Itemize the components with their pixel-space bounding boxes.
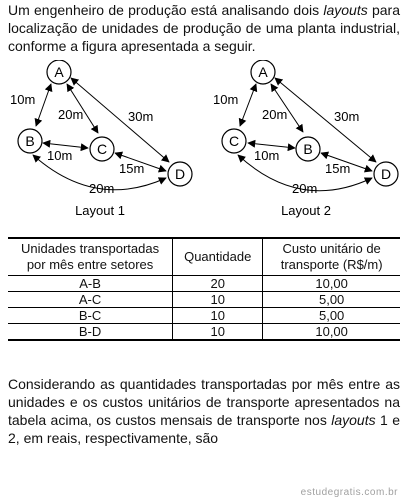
question-text-2: 1 e 2, em reais, respectivamente, são (8, 412, 400, 446)
cell-setor: B-D (8, 324, 173, 341)
l1-node-b-label: B (25, 133, 35, 149)
cell-custo: 5,00 (263, 308, 400, 324)
l1-node-a-label: A (54, 64, 64, 80)
l2-node-c-label: C (228, 133, 240, 149)
l2-edge-ad (275, 78, 376, 162)
l2-label-ad: 30m (334, 109, 360, 124)
cell-quantidade: 10 (173, 292, 263, 308)
l1-caption: Layout 1 (75, 203, 125, 218)
header-custo: Custo unitário de transporte (R$/m) (263, 238, 400, 276)
l1-label-ac: 20m (58, 107, 84, 122)
l2-caption: Layout 2 (281, 203, 331, 218)
transport-table (8, 237, 400, 341)
l1-label-ab: 10m (10, 92, 36, 107)
l2-label-cd: 20m (292, 181, 318, 196)
question-italic: layouts (331, 412, 376, 428)
layouts-diagram (0, 60, 406, 222)
l1-edge-ad (71, 78, 169, 162)
l2-label-ab: 20m (262, 107, 288, 122)
intro-text-2: para localização de unidades de produção de uma planta industrial, conforme a figura apresentada a seguir. (8, 2, 400, 54)
cell-quantidade: 10 (173, 308, 263, 324)
l2-label-ac: 10m (213, 92, 239, 107)
l2-node-b-label: B (303, 141, 313, 157)
cell-setor: A-B (8, 276, 173, 292)
header-setores: Unidades transportadas por mês entre setores (8, 238, 173, 276)
cell-setor: B-C (8, 308, 173, 324)
question-text-1: Considerando as quantidades transportadas por mês entre as unidades e os custos unitários de transporte apresentados na tabela acima, os custos mensais de transporte nos (8, 376, 400, 428)
intro-italic: layouts (323, 2, 368, 18)
question-paragraph (8, 375, 400, 447)
intro-text-1: Um engenheiro de produção está analisando dois (8, 2, 324, 18)
layout-2 (213, 60, 398, 218)
table-row (8, 276, 400, 292)
cell-quantidade: 10 (173, 324, 263, 341)
l2-label-cb: 10m (254, 148, 280, 163)
cell-quantidade: 20 (173, 276, 263, 292)
l2-node-d-label: D (380, 166, 392, 182)
l1-edge-ab (36, 84, 51, 126)
cell-setor: A-C (8, 292, 173, 308)
l2-node-a-label: A (258, 64, 268, 80)
table-header-row (8, 238, 400, 276)
layout-1 (10, 60, 192, 218)
table-row (8, 292, 400, 308)
cell-custo: 5,00 (263, 292, 400, 308)
cell-custo: 10,00 (263, 324, 400, 341)
cell-custo: 10,00 (263, 276, 400, 292)
header-quantidade: Quantidade (173, 238, 263, 276)
table-row (8, 308, 400, 324)
l1-node-c-label: C (96, 141, 108, 157)
l2-label-bd: 15m (325, 161, 351, 176)
l1-label-cd: 15m (119, 161, 145, 176)
l1-node-d-label: D (174, 166, 186, 182)
l1-label-bd: 20m (89, 181, 115, 196)
l1-label-bc: 10m (47, 148, 73, 163)
table-row (8, 324, 400, 341)
l2-edge-ac (240, 84, 256, 126)
intro-paragraph (8, 1, 400, 55)
site-watermark: estudegratis.com.br (300, 487, 398, 498)
l1-label-ad: 30m (128, 109, 154, 124)
